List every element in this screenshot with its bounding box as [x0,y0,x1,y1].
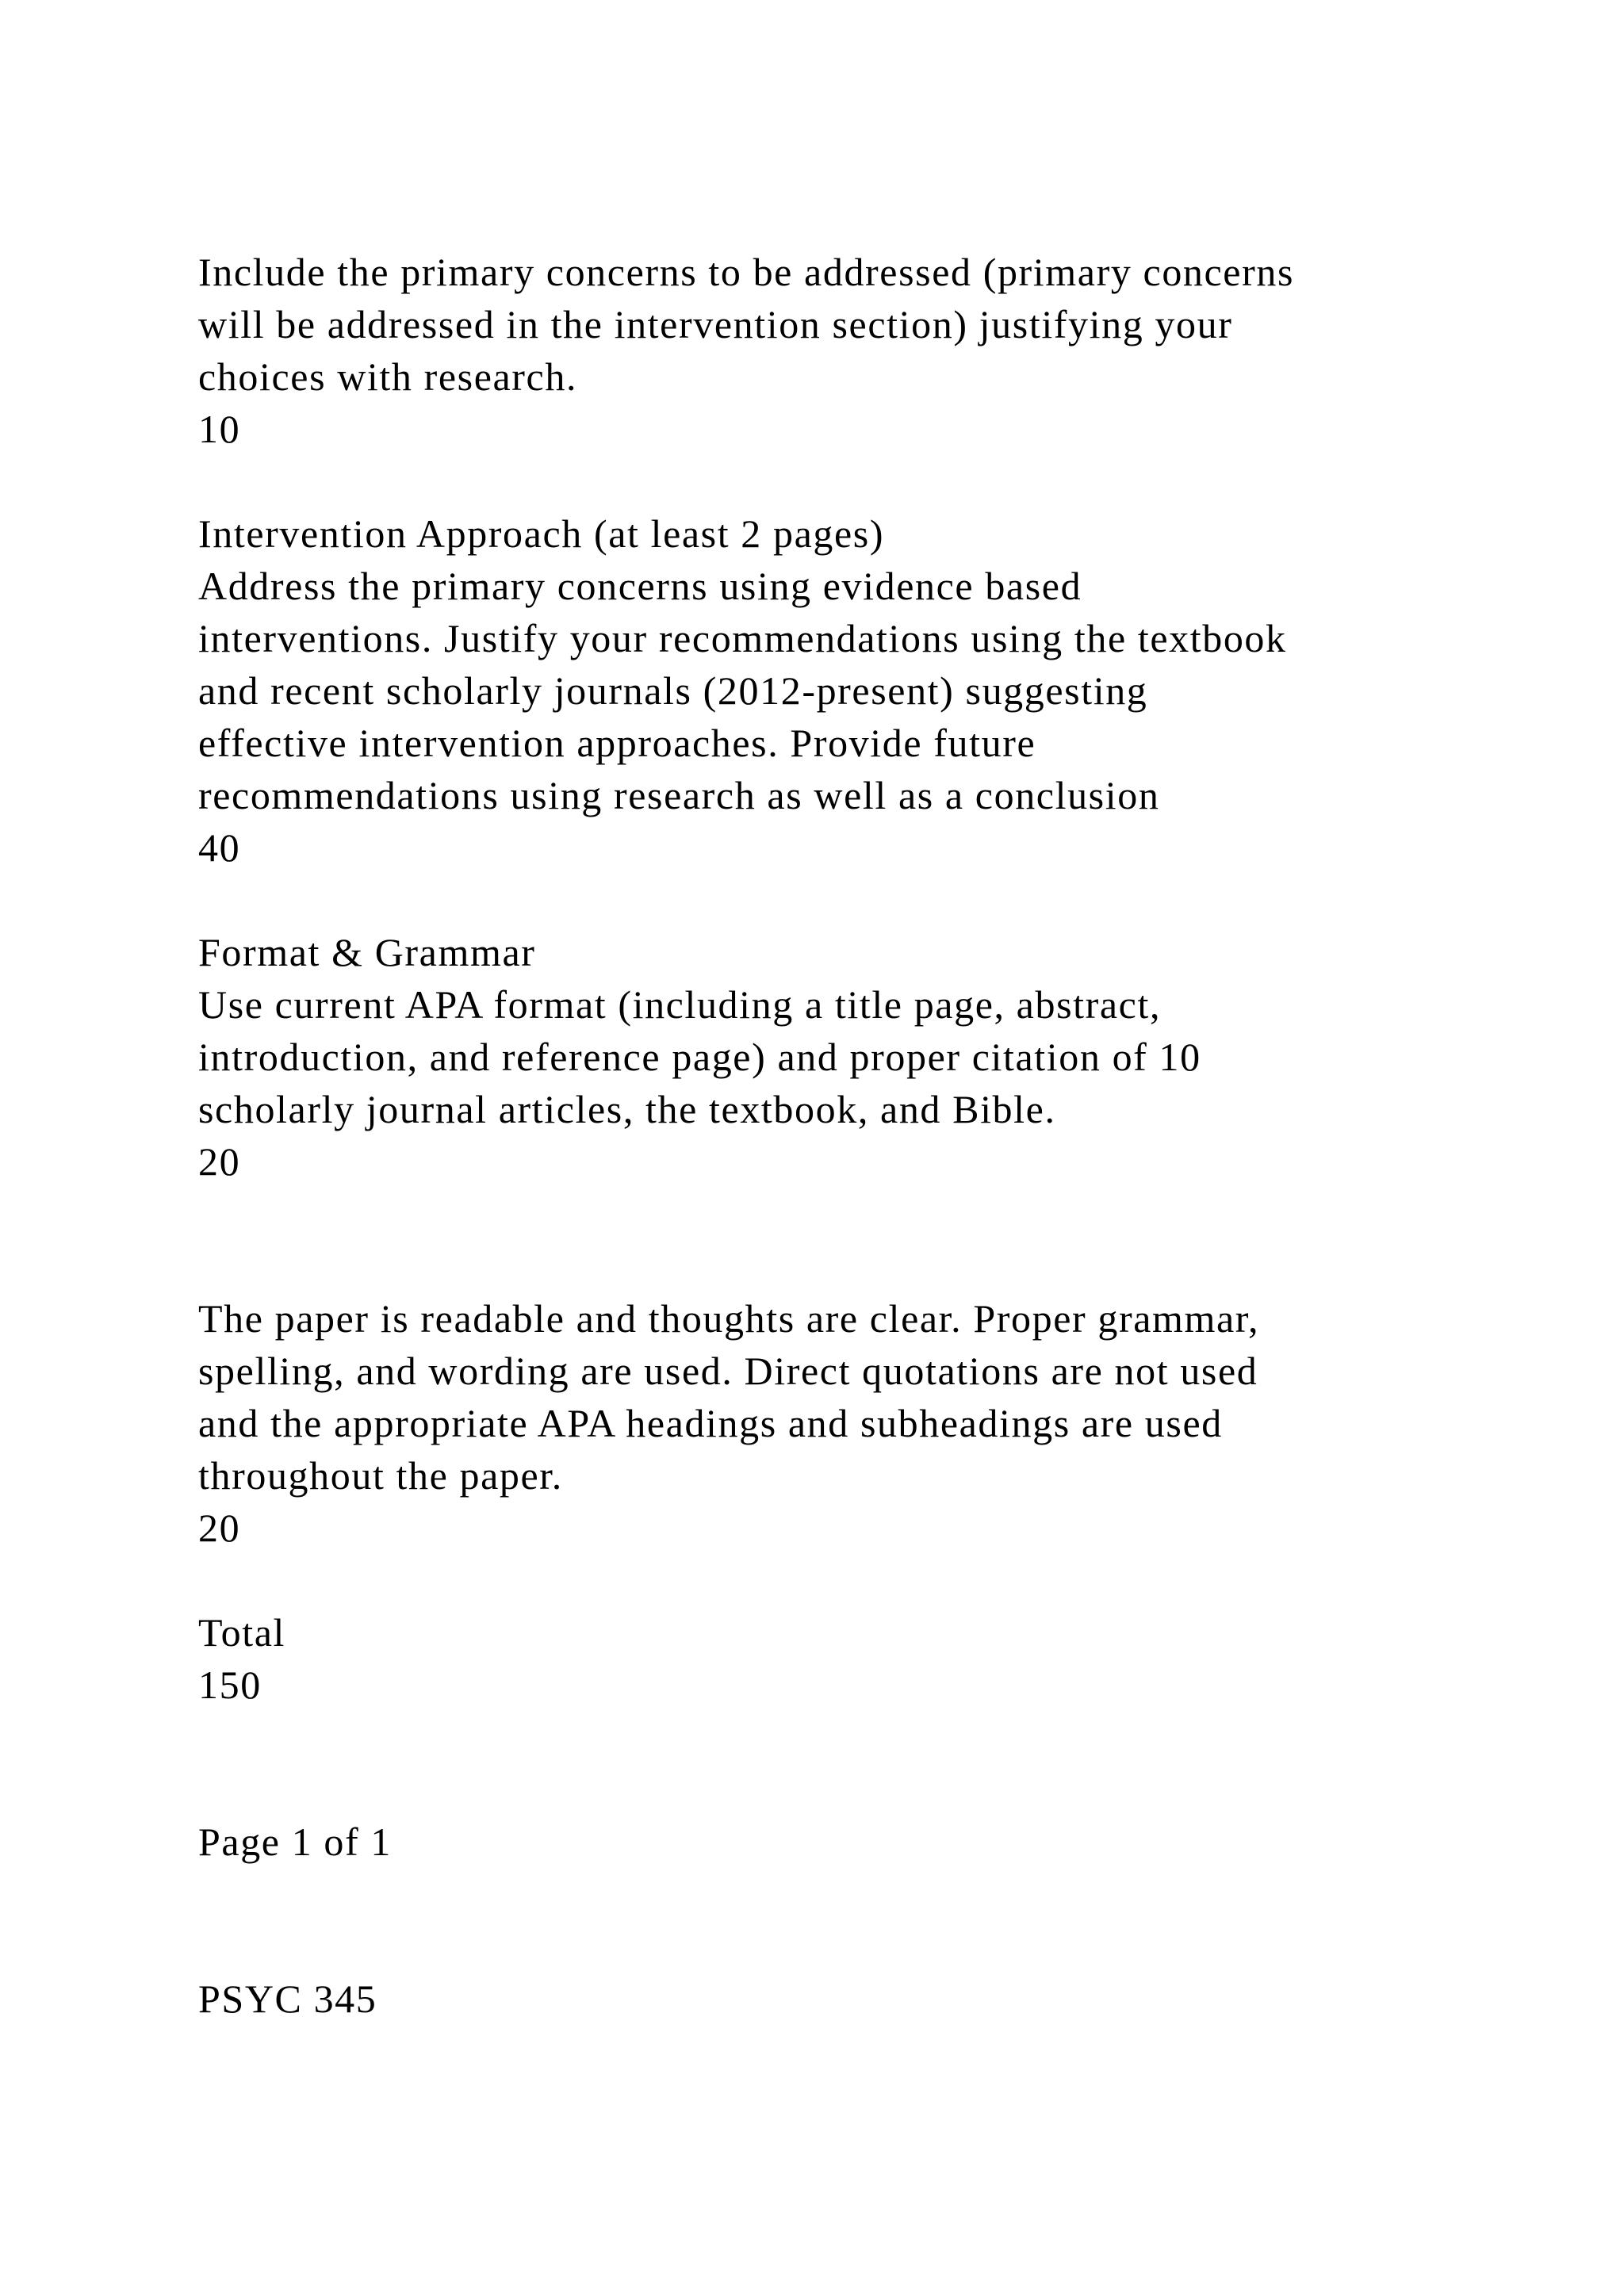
readability-text-line: and the appropriate APA headings and subheadings are used [198,1401,1223,1445]
intervention-text-line: recommendations using research as well as a conclusion [198,773,1160,817]
concerns-text-line: Include the primary concerns to be addressed (primary concerns [198,250,1295,294]
intervention-heading: Intervention Approach (at least 2 pages) [198,511,885,556]
total-value: 150 [198,1663,262,1707]
concerns-points: 10 [198,407,241,451]
intervention-text-line: interventions. Justify your recommendations using the textbook [198,616,1287,660]
readability-text-line: The paper is readable and thoughts are clear. Proper grammar, [198,1296,1260,1341]
intervention-text-line: Address the primary concerns using evidence based [198,564,1082,608]
intervention-text-line: effective intervention approaches. Provide future [198,721,1036,765]
concerns-text-line: will be addressed in the intervention section) justifying your [198,302,1233,346]
page-indicator: Page 1 of 1 [198,1820,392,1864]
intervention-text-line: and recent scholarly journals (2012-present) suggesting [198,668,1148,713]
spacer [198,1554,1499,1606]
format-points: 20 [198,1139,241,1184]
format-text-line: Use current APA format (including a title page, abstract, [198,982,1162,1027]
readability-text-line: throughout the paper. [198,1453,563,1498]
readability-text-line: spelling, and wording are used. Direct quotations are not used [198,1349,1258,1393]
course-code: PSYC 345 [198,1976,377,2021]
format-heading: Format & Grammar [198,930,536,974]
concerns-section [198,246,1499,455]
spacer [198,1711,1499,1816]
format-text-line: scholarly journal articles, the textbook, and Bible. [198,1087,1056,1131]
spacer [198,455,1499,507]
document-body [198,246,1499,2025]
readability-section [198,1292,1499,1554]
total-section [198,1606,1499,1711]
format-text-line: introduction, and reference page) and proper citation of 10 [198,1035,1201,1079]
format-section [198,926,1499,1188]
spacer [198,1188,1499,1292]
total-label: Total [198,1610,286,1655]
intervention-section [198,507,1499,874]
spacer [198,874,1499,926]
readability-points: 20 [198,1506,241,1550]
spacer [198,1868,1499,1973]
concerns-text-line: choices with research. [198,354,578,399]
intervention-points: 40 [198,825,241,870]
